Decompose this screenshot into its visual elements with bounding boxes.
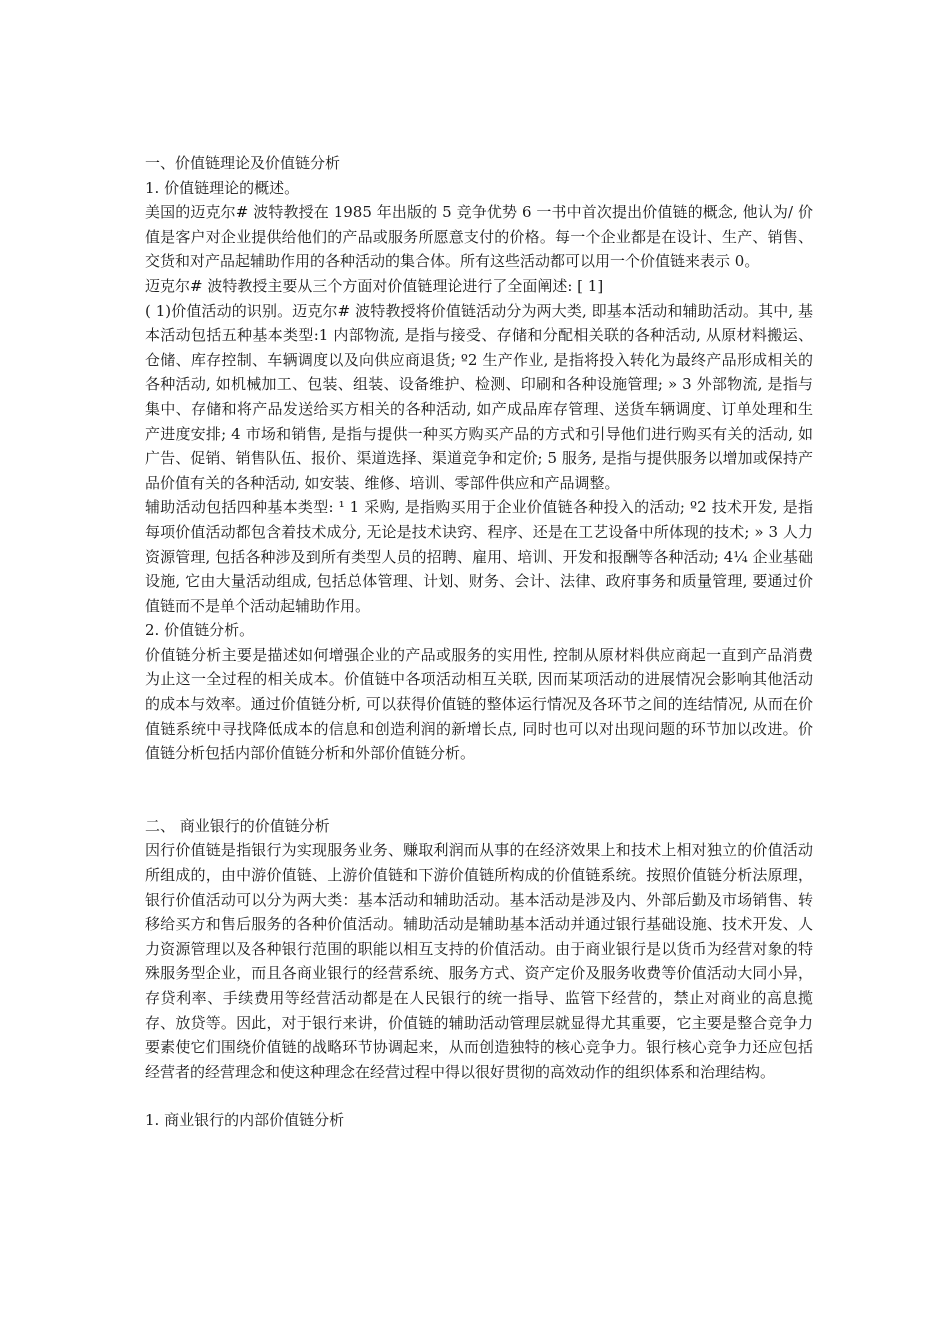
section1-paragraph-2: 迈克尔# 波特教授主要从三个方面对价值链理论进行了全面阐述: [ 1] <box>145 276 604 295</box>
section1-paragraph-3: ( 1)价值活动的识别。迈克尔# 波特教授将价值链活动分为两大类, 即基本活动和辅助活动。其中, 基本活动包括五种基本类型:1 内部物流, 是指与接受、存储和分配相关联的各种活动, 从原材料搬运、仓储、库存控制、车辆调度以及向供应商退货; º2 生产作业, 是指将投入转化为最终产品形成相关的各种活动, 如机械加工、包装、组装、设备维护、检测、印刷和各种设施管理; » 3 外部物流, 是指与集中、存储和将产品发送给买方相关的各种活动, 如产成品库存管理、送货车辆调度、订单处理和生产进度安排; 4 市场和销售, 是指与提供一种买方购买产品的方式和引导他们进行购买有关的活动, 如广告、促销、销售队伍、报价、渠道选择、渠道竞争和定价; 5 服务, 是指与提供服务以增加或保持产品价值有关的各种活动, 如安装、维修、培训、零部件供应和产品调整。 <box>145 301 813 492</box>
section2-subheading-1: 1. 商业银行的内部价值链分析 <box>145 1111 345 1130</box>
paragraph-spacer <box>145 1084 813 1108</box>
section2-paragraph-1: 因行价值链是指银行为实现服务业务、赚取利润而从事的在经济效果上和技术上相对独立的价值活动所组成的，由中游价值链、上游价值链和下游价值链所构成的价值链系统。按照价值链分析法原理，银行价值活动可以分为两大类：基本活动和辅助活动。基本活动是涉及内、外部后勤及市场销售、转移给买方和售后服务的各种价值活动。辅助活动是辅助基本活动并通过银行基础设施、技术开发、人力资源管理以及各种银行范围的职能以相互支持的价值活动。由于商业银行是以货币为经营对象的特殊服务型企业，而且各商业银行的经营系统、服务方式、资产定价及服务收费等价值活动大同小异，存贷利率、手续费用等经营活动都是在人民银行的统一指导、监管下经营的，禁止对商业的高息揽存、放贷等。因此，对于银行来讲，价值链的辅助活动管理层就显得尤其重要，它主要是整合竞争力要素使它们围绕价值链的战略环节协调起来，从而创造独特的核心竞争力。银行核心竞争力还应包括经营者的经营理念和使这种理念在经营过程中得以很好贯彻的高效动作的组织体系和治理结构。 <box>145 841 813 1081</box>
section1-subheading-1: 1. 价值链理论的概述。 <box>145 178 300 197</box>
section2-heading: 二、 商业银行的价值链分析 <box>145 816 330 835</box>
document-body <box>145 151 813 1133</box>
section1-paragraph-4: 辅助活动包括四种基本类型: ¹ 1 采购, 是指购买用于企业价值链各种投入的活动; º2 技术开发, 是指每项价值活动都包含着技术成分, 无论是技术诀窍、程序、还是在工艺设备中所体现的技术; » 3 人力资源管理, 包括各种涉及到所有类型人员的招聘、雇用、培训、开发和报酬等各种活动; 4¼ 企业基础设施, 它由大量活动组成, 包括总体管理、计划、财务、会计、法律、政府事务和质量管理, 要通过价值链而不是单个活动起辅助作用。 <box>145 498 813 615</box>
section-spacer <box>145 766 813 814</box>
section1-heading: 一、价值链理论及价值链分析 <box>145 154 341 172</box>
section1-paragraph-5: 价值链分析主要是描述如何增强企业的产品或服务的实用性, 控制从原材料供应商起一直到产品消费为止这一全过程的相关成本。价值链中各项活动相互关联, 因而某项活动的进展情况会影响其他活动的成本与效率。通过价值链分析, 可以获得价值链的整体运行情况及各环节之间的连结情况, 从而在价值链系统中寻找降低成本的信息和创造利润的新增长点, 同时也可以对出现问题的环节加以改进。价值链分析包括内部价值链分析和外部价值链分析。 <box>145 645 813 763</box>
section1-subheading-2: 2. 价值链分析。 <box>145 621 255 640</box>
section1-paragraph-1: 美国的迈克尔# 波特教授在 1985 年出版的 5 竞争优势 6 一书中首次提出价值链的概念, 他认为/ 价值是客户对企业提供给他们的产品或服务所愿意支付的价格。每一个企业都是在设计、生产、销售、交货和对产品起辅助作用的各种活动的集合体。所有这些活动都可以用一个价值链来表示 0。 <box>145 203 813 271</box>
